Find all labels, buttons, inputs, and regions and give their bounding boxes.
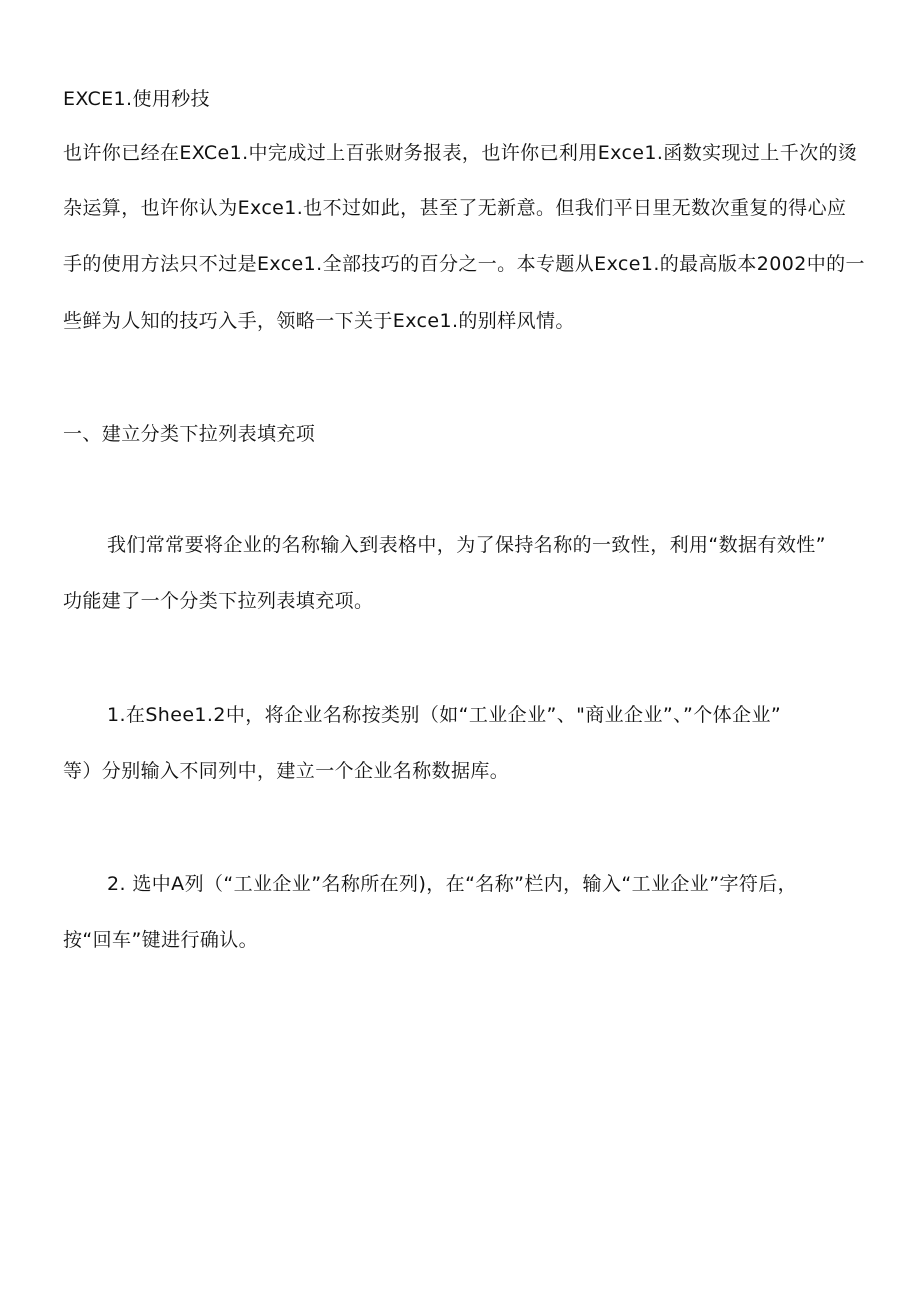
- paragraph-1-line-1: 我们常常要将企业的名称输入到表格中，为了保持名称的一致性，利用“数据有效性”: [107, 534, 826, 556]
- document-title: EXCE1.使用秒技: [63, 88, 211, 110]
- paragraph-1-line-2: 功能建了一个分类下拉列表填充项。: [63, 590, 374, 612]
- step-1-line-1: 1.在Shee1.2中，将企业名称按类别（如“工业企业”、"商业企业”、”个体企业”: [107, 704, 782, 726]
- section-heading: 一、建立分类下拉列表填充项: [63, 423, 316, 445]
- intro-line-1: 也许你已经在EXCe1.中完成过上百张财务报表，也许你已利用Exce1.函数实现过上千次的烫: [63, 142, 858, 164]
- intro-line-2: 杂运算，也许你认为Exce1.也不过如此，甚至了无新意。但我们平日里无数次重复的得心应: [63, 197, 847, 219]
- step-2-line-2: 按“回车”键进行确认。: [63, 929, 259, 951]
- intro-line-4: 些鲜为人知的技巧入手，领略一下关于Exce1.的别样风情。: [63, 310, 575, 332]
- step-1-line-2: 等）分别输入不同列中，建立一个企业名称数据库。: [63, 760, 510, 782]
- intro-line-3: 手的使用方法只不过是Exce1.全部技巧的百分之一。本专题从Exce1.的最高版本2002中的一: [63, 253, 865, 275]
- step-2-line-1: 2. 选中A列（“工业企业”名称所在列)，在“名称”栏内，输入“工业企业”字符后，: [107, 873, 798, 895]
